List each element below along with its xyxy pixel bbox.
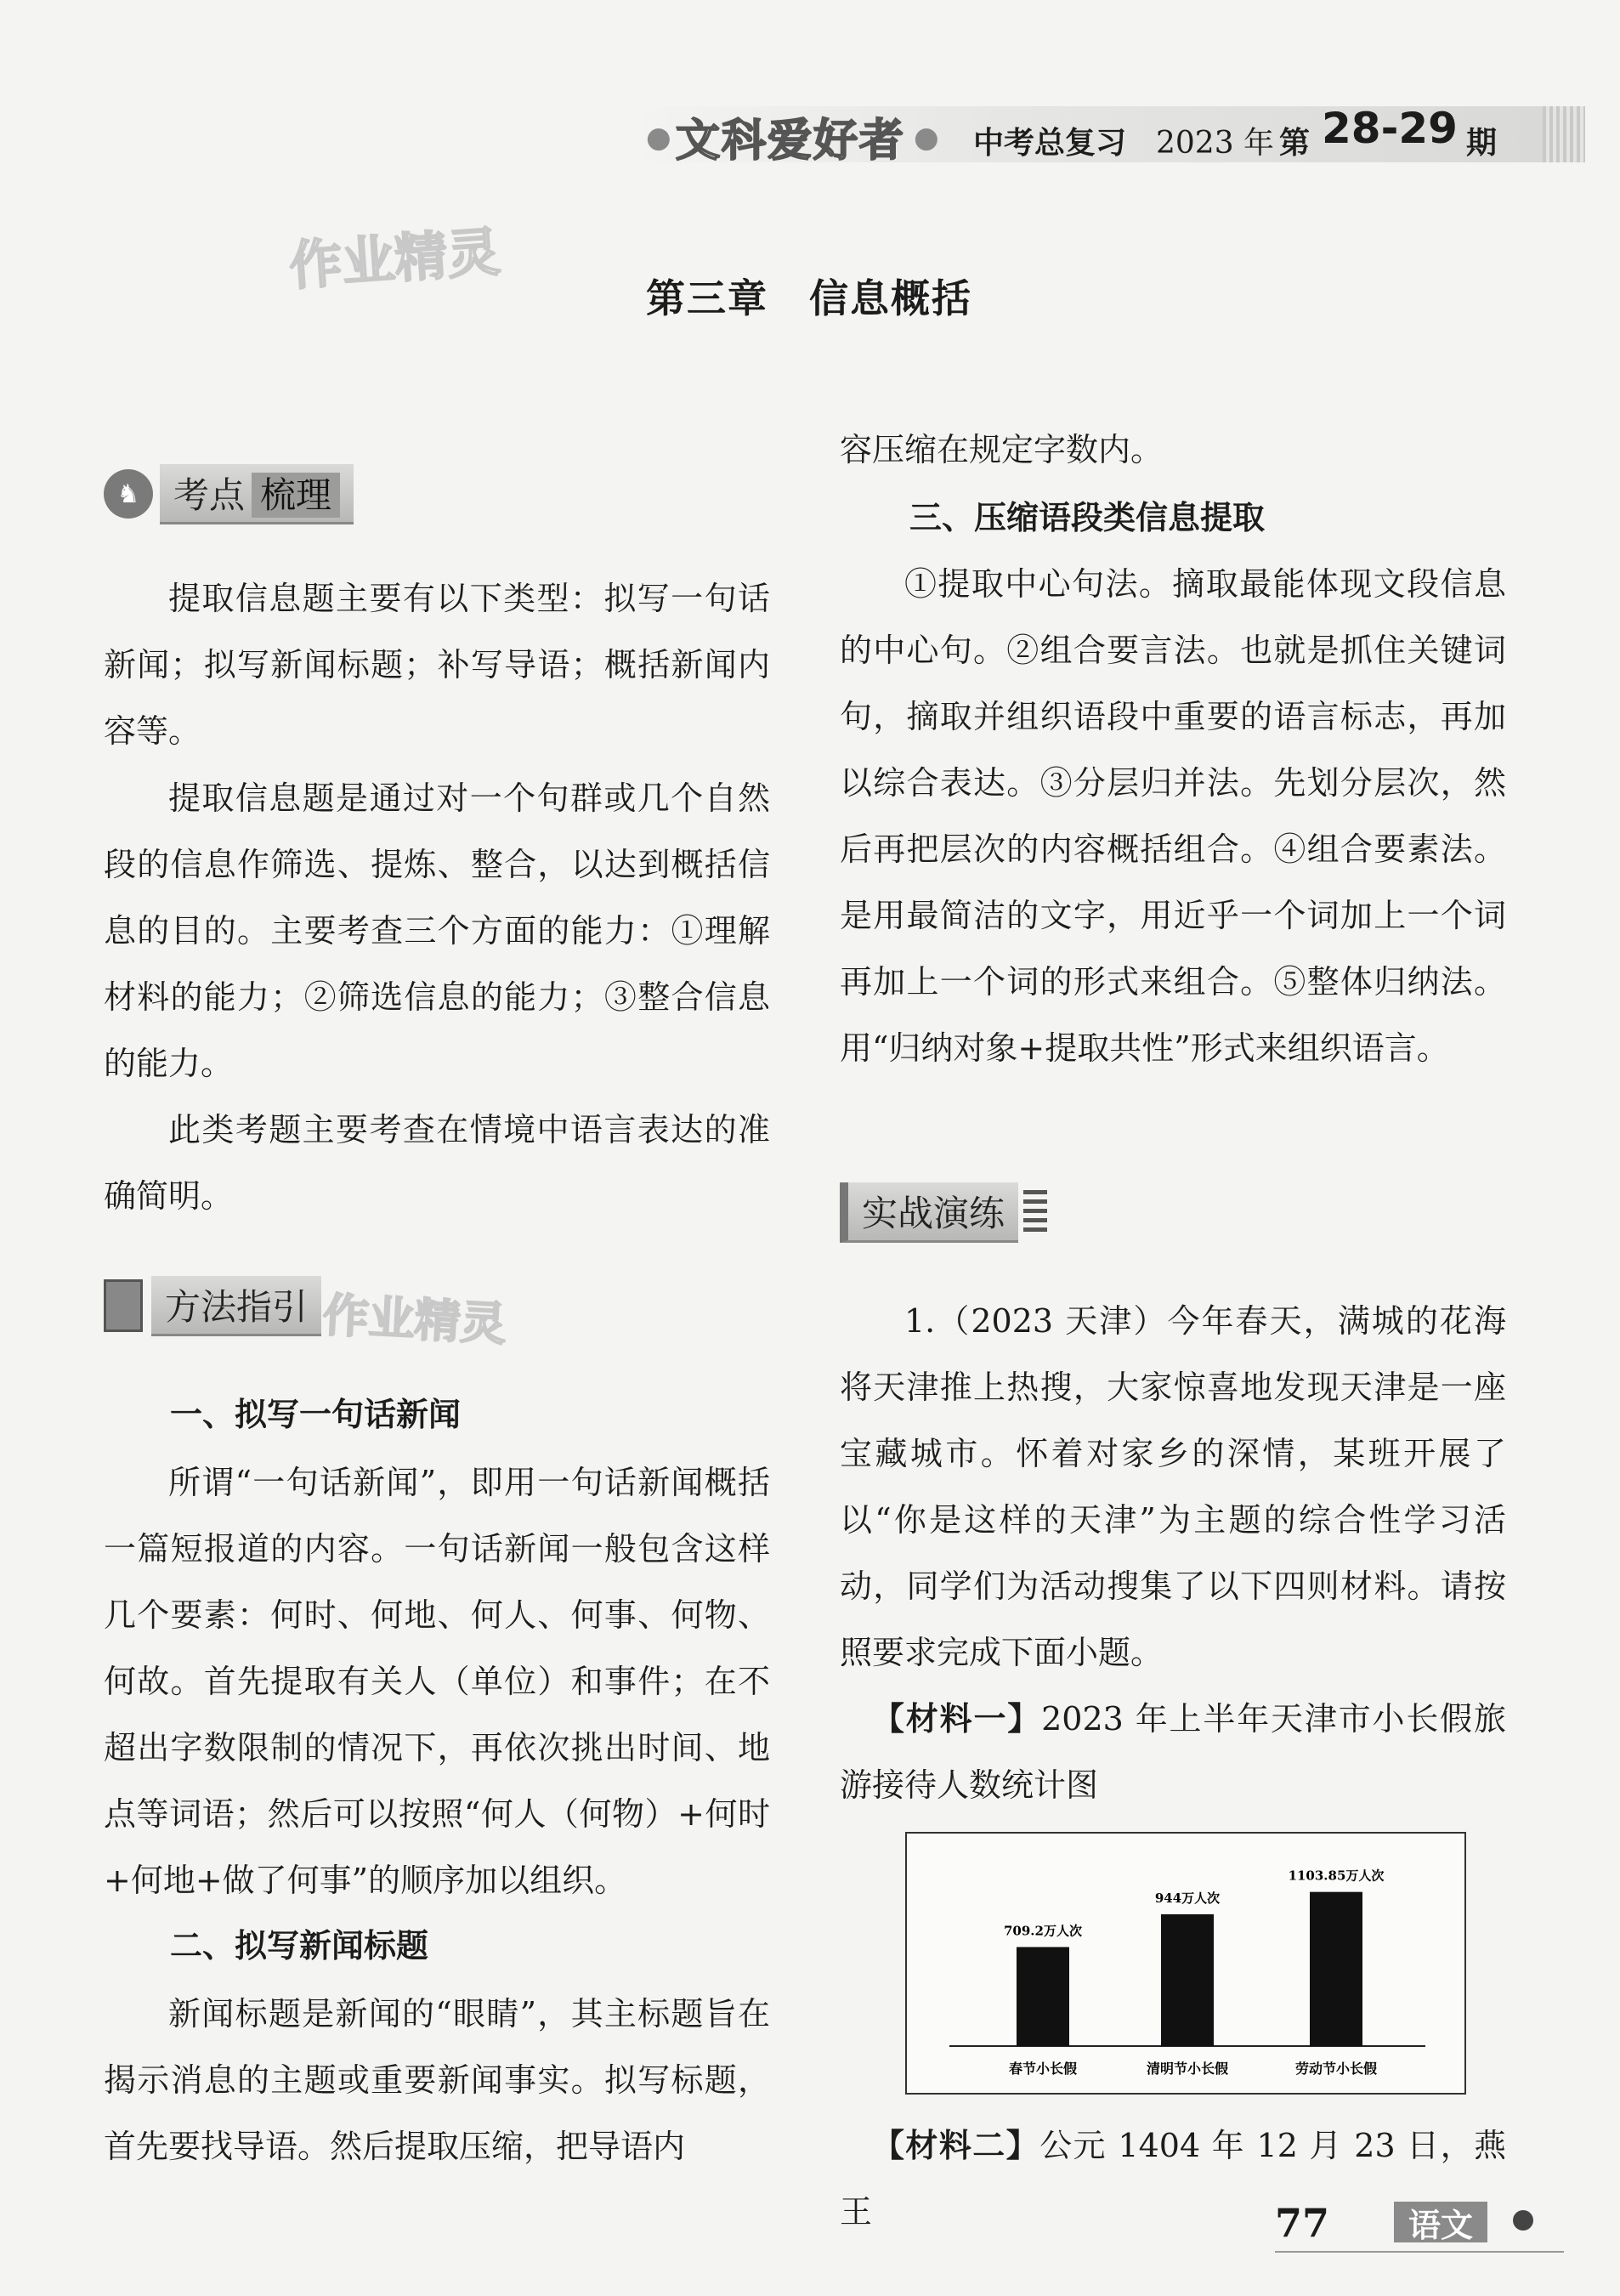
chart-svg bbox=[907, 1834, 1464, 2093]
footer-dot bbox=[1513, 2210, 1533, 2231]
subject-tag: 语文 bbox=[1394, 2202, 1487, 2242]
chart-value-label-1: 709.2万人次 bbox=[1004, 1923, 1082, 1939]
chart-category-label-2: 清明节小长假 bbox=[1146, 2061, 1229, 2077]
header-right-ornament: ● bbox=[914, 121, 939, 155]
header-issue-suffix: 期 bbox=[1466, 126, 1498, 161]
material-two-label: 【材料二】 bbox=[872, 2127, 1040, 2164]
paragraph-focus: 此类考题主要考查在情境中语言表达的准确简明。 bbox=[104, 1111, 770, 1215]
horse-icon: ♞ bbox=[104, 469, 153, 519]
header-section: 中考总复习 bbox=[973, 126, 1127, 161]
header-left-ornament: ● bbox=[646, 121, 671, 155]
chart-value-label-3: 1103.85万人次 bbox=[1288, 1868, 1385, 1884]
watermark-mid: 作业精灵 bbox=[321, 1288, 508, 1352]
paragraph-headline: 新闻标题是新闻的“眼睛”，其主标题旨在揭示消息的主题或重要新闻事实。拟写标题，首先要找导语。然后提取压缩，把导语内 bbox=[104, 1995, 770, 2165]
header-issue-prefix: 第 bbox=[1279, 126, 1311, 161]
subheading-headline: 二、拟写新闻标题 bbox=[170, 1927, 429, 1964]
paragraph-purpose: 提取信息题是通过对一个句群或几个自然段的信息作筛选、提炼、整合，以达到概括信息的目的。主要考查三个方面的能力：①理解材料的能力；②筛选信息的能力；③整合信息的能力。 bbox=[104, 780, 770, 1082]
section-fangfa bbox=[104, 1275, 321, 1336]
subheading-compress: 三、压缩语段类信息提取 bbox=[909, 499, 1266, 536]
section-shizhan-label: 实战演练 bbox=[840, 1182, 1018, 1243]
material-two-text: 公元 1404 年 12 月 23 日，燕王 bbox=[840, 2127, 1506, 2231]
paragraph-methods: ①提取中心句法。摘取最能体现文段信息的中心句。②组合要言法。也就是抓住关键词句，摘取并组织语段中重要的语言标志，再加以综合表达。③分层归并法。先划分层次，然后再把层次的内容概括组合。④组合要素法。是用最简洁的文字，用近乎一个词加上一个词再加上一个词的形式来组合。⑤整体归纳法。用“归纳对象+提取共性”形式来组织语言。 bbox=[840, 565, 1506, 1067]
paragraph-question-1: 1.（2023 天津）今年春天，满城的花海将天津推上热搜，大家惊喜地发现天津是一座宝藏城市。怀着对家乡的深情，某班开展了以“你是这样的天津”为主题的综合性学习活动，同学们为活动搜集了以下四则材料。请按照要求完成下面小题。 bbox=[840, 1302, 1506, 1671]
chart-bar-2 bbox=[1161, 1914, 1214, 2046]
material-one-label: 【材料一】 bbox=[872, 1700, 1042, 1738]
paragraph-continued: 容压缩在规定字数内。 bbox=[840, 431, 1164, 468]
chart-bar-1 bbox=[1017, 1947, 1069, 2046]
subheading-one-sentence-news: 一、拟写一句话新闻 bbox=[170, 1396, 462, 1433]
header-stripe bbox=[1543, 106, 1585, 162]
section-shizhan bbox=[840, 1182, 1047, 1243]
chart-value-label-2: 944万人次 bbox=[1154, 1890, 1221, 1906]
material-one bbox=[840, 1686, 1506, 1818]
chart-category-label-3: 劳动节小长假 bbox=[1294, 2061, 1378, 2077]
chart-category-label-1: 春节小长假 bbox=[1008, 2061, 1078, 2077]
chapter-title: 第三章 信息概括 bbox=[646, 275, 972, 321]
stripes-icon bbox=[1023, 1190, 1047, 1234]
section-kaodian-box bbox=[160, 464, 354, 524]
material-one-text: 2023 年上半年天津市小长假旅游接待人数统计图 bbox=[840, 1700, 1506, 1804]
section-kaodian-label: 考点 bbox=[173, 473, 246, 516]
book-icon bbox=[104, 1279, 143, 1332]
paragraph-one-sentence-news: 所谓“一句话新闻”，即用一句话新闻概括一篇短报道的内容。一句话新闻一般包含这样几个要素：何时、何地、何人、何事、何物、何故。首先提取有关人（单位）和事件；在不超出字数限制的情况下，再依次挑出时间、地点等词语；然后可以按照“何人（何物）+何时+何地+做了何事”的顺序加以组织。 bbox=[104, 1464, 770, 1899]
page-number: 77 bbox=[1275, 2200, 1330, 2246]
footer-line bbox=[1275, 2251, 1564, 2253]
visitor-bar-chart bbox=[905, 1832, 1466, 2095]
section-fangfa-label: 方法指引 bbox=[151, 1276, 321, 1336]
header-brand: 文科爱好者 bbox=[676, 116, 906, 167]
paragraph-types: 提取信息题主要有以下类型：拟写一句话新闻；拟写新闻标题；补写导语；概括新闻内容等。 bbox=[104, 580, 770, 750]
section-kaodian bbox=[104, 463, 354, 524]
header-year: 2023 年 bbox=[1156, 126, 1275, 161]
watermark-top: 作业精灵 bbox=[287, 220, 502, 298]
header-issue-number: 28-29 bbox=[1322, 104, 1458, 153]
chart-bar-3 bbox=[1310, 1892, 1362, 2046]
section-kaodian-highlight: 梳理 bbox=[252, 473, 340, 518]
